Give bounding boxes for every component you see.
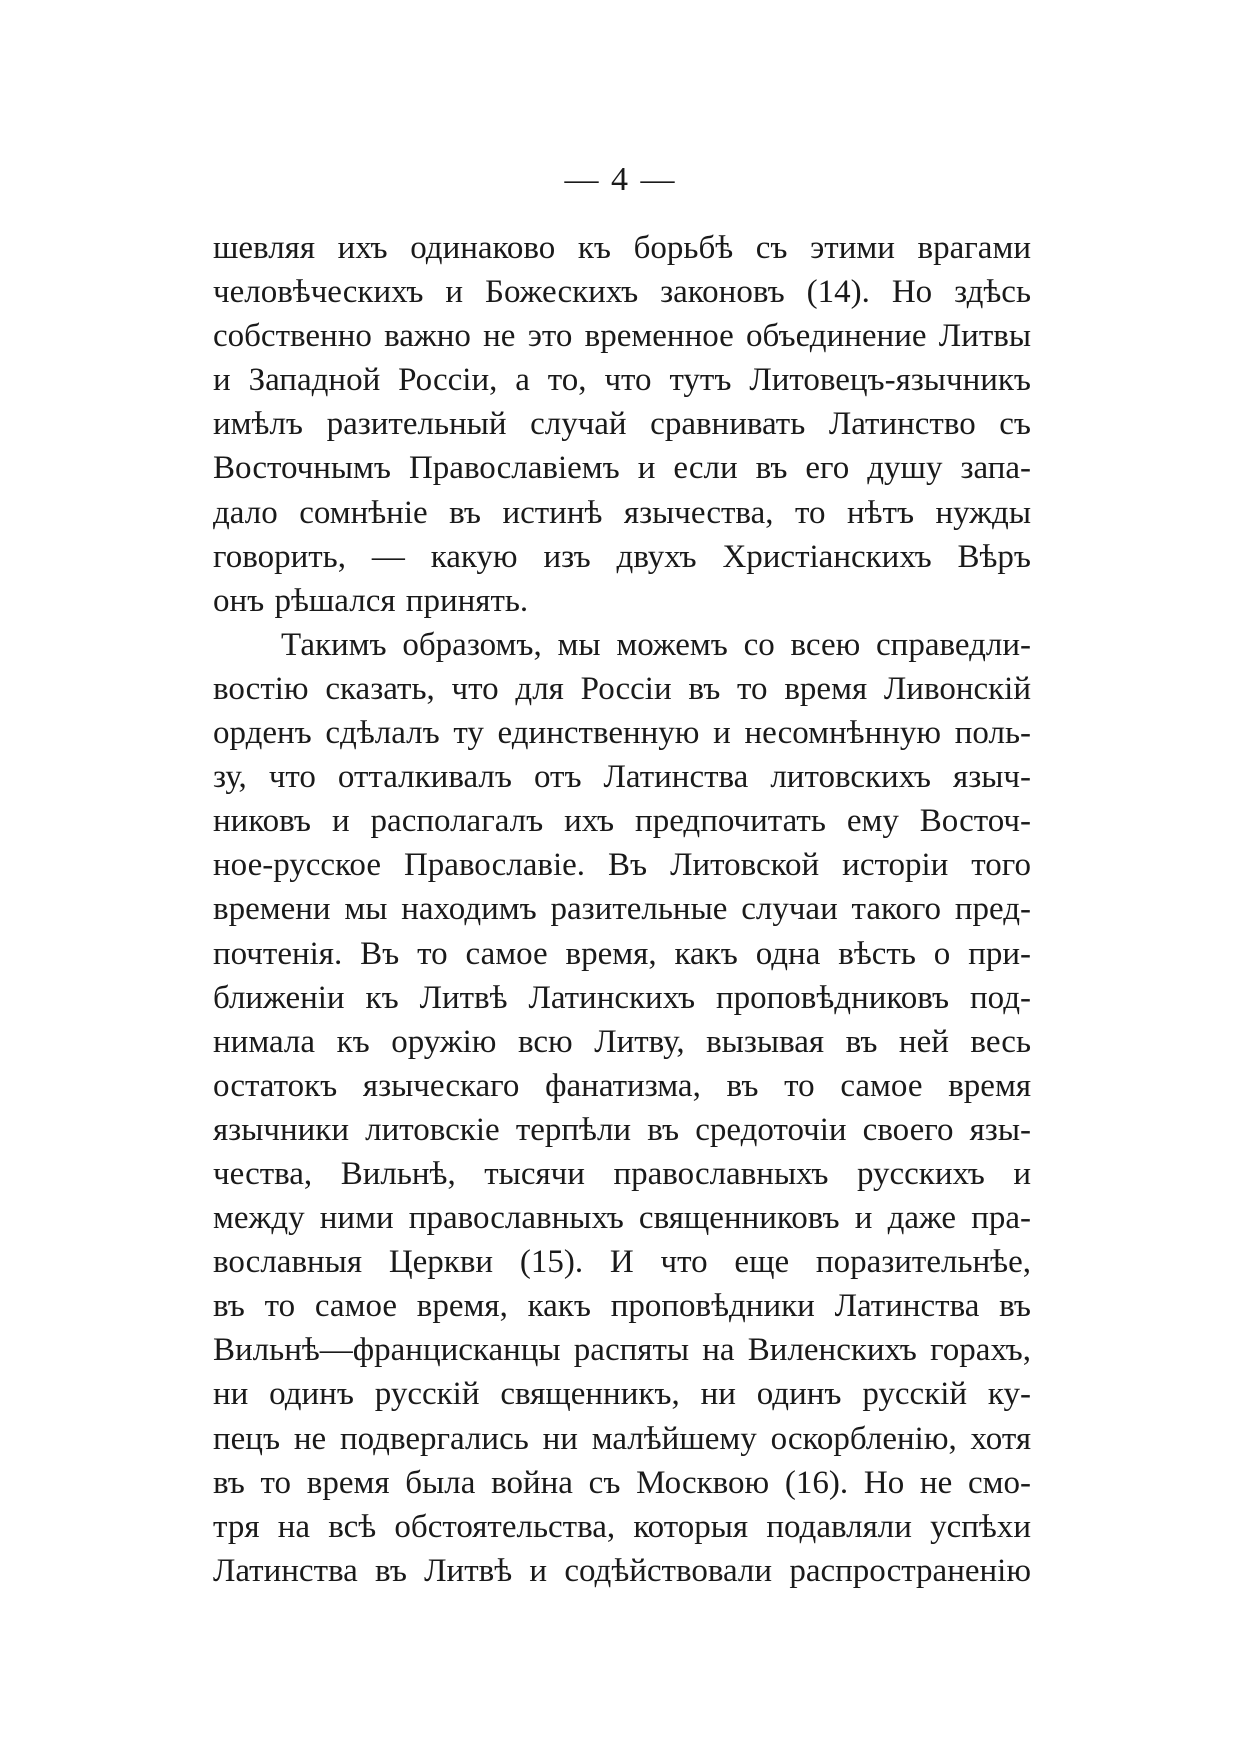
paragraph-2 — [213, 623, 1031, 1593]
page-number: — 4 — — [564, 161, 677, 198]
text-line: остатокъ языческаго фанатизма, въ то самое время — [213, 1067, 1031, 1104]
text-line: востію сказать, что для Россіи въ то время Ливонскій — [213, 670, 1031, 707]
text-line: Вильнѣ—францисканцы распяты на Виленскихъ горахъ, — [213, 1332, 1031, 1369]
text-line: шевляя ихъ одинаково къ борьбѣ съ этими врагами — [213, 230, 1031, 266]
text-line: ни одинъ русскій священникъ, ни одинъ русскій ку- — [213, 1376, 1031, 1413]
text-line: ближеніи къ Литвѣ Латинскихъ проповѣдниковъ под- — [213, 979, 1031, 1016]
text-line: человѣческихъ и Божескихъ законовъ (14). Но здѣсь — [213, 274, 1031, 311]
text-line: чества, Вильнѣ, тысячи православныхъ русскихъ и — [213, 1155, 1031, 1192]
text-line: никовъ и располагалъ ихъ предпочитать ему Восточ- — [213, 803, 1031, 840]
text-line: нимала къ оружію всю Литву, вызывая въ ней весь — [213, 1023, 1031, 1060]
text-line: язычники литовскіе терпѣли въ средоточіи своего язы- — [213, 1111, 1031, 1148]
text-line: въ то время была война съ Москвою (16). Но не смо- — [213, 1464, 1031, 1501]
text-line: между ними православныхъ священниковъ и даже пра- — [213, 1200, 1031, 1237]
text-line: пецъ не подвергались ни малѣйшему оскорбленію, хотя — [213, 1420, 1031, 1457]
text-line: Такимъ образомъ, мы можемъ со всею справедли- — [281, 626, 1031, 663]
text-line: и Западной Россіи, а то, что тутъ Литовецъ-язычникъ — [213, 362, 1031, 399]
text-line: собственно важно не это временное объединение Литвы — [213, 318, 1031, 355]
text-line: въ то самое время, какъ проповѣдники Латинства въ — [213, 1288, 1031, 1325]
text-line: почтенія. Въ то самое время, какъ одна вѣсть о при- — [213, 935, 1031, 972]
text-line: Латинства въ Литвѣ и содѣйствовали распространенію — [213, 1552, 1031, 1589]
text-line: тря на всѣ обстоятельства, которыя подавляли успѣхи — [213, 1508, 1031, 1545]
text-line: зу, что отталкивалъ отъ Латинства литовскихъ языч- — [213, 759, 1031, 796]
text-line: онъ рѣшался принять. — [213, 582, 529, 619]
text-line: орденъ сдѣлалъ ту единственную и несомнѣнную поль- — [213, 715, 1031, 752]
text-line: вославныя Церкви (15). И что еще поразительнѣе, — [213, 1244, 1031, 1281]
text-line: времени мы находимъ разительные случаи такого пред- — [213, 891, 1031, 928]
text-line: дало сомнѣніе въ истинѣ язычества, то нѣтъ нужды — [213, 494, 1031, 531]
text-line: Восточнымъ Православіемъ и если въ его душу запа- — [213, 450, 1031, 487]
text-line: ное-русское Православіе. Въ Литовской исторіи того — [213, 847, 1031, 884]
paragraph-1 — [213, 226, 1031, 623]
text-line: говорить, — какую изъ двухъ Христіанскихъ Вѣръ — [213, 538, 1031, 575]
text-line: имѣлъ разительный случай сравнивать Латинство съ — [213, 406, 1031, 443]
body-text — [213, 226, 1031, 1593]
